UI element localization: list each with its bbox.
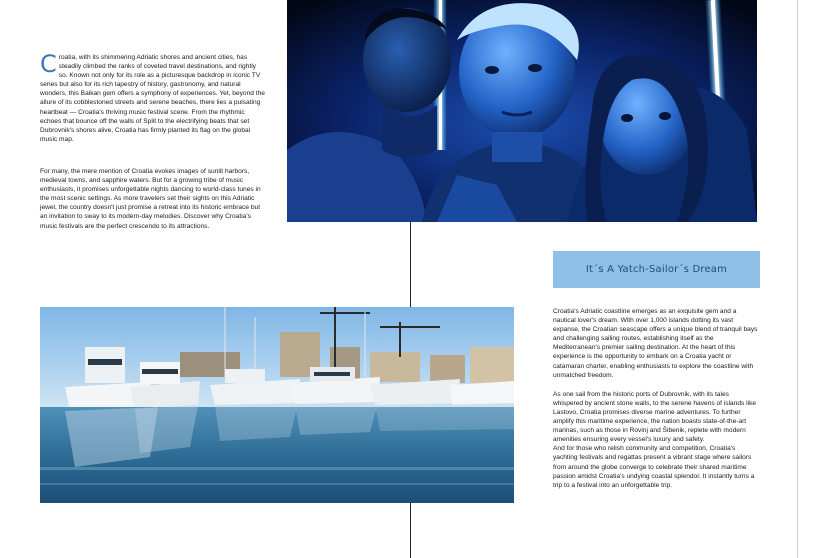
- marina-photo: [40, 307, 514, 503]
- intro-paragraph-1-text: roatia, with its shimmering Adriatic shores and ancient cities, has steadily climbed the ranks of coveted travel destinations, and rightly so. Known not only for its role as a picturesque backdrop in iconic TV series but also for its rich tapestry of history, gastronomy, and natural wonders, this Balkan gem offers a symphony of experiences. Yet, beyond the allure of its cobblestoned streets and serene beaches, there lies a pulsating heartbeat — Croatia's thriving music festival scene. From the rhythmic echoes that bounce off the walls of Split to the electrifying beats that set Dubrovnik's shores alive, Croatia has firmly planted its flag on the global music map.: [40, 54, 265, 143]
- page-edge-line: [797, 0, 798, 558]
- intro-paragraph-1: [40, 50, 266, 144]
- concert-photo-illustration: [287, 0, 757, 222]
- yacht-paragraph-2: As one sail from the historic ports of Dubrovnik, with its tales whispered by ancient stone walls, to the serene havens of islands like Lastovo, Croatia promises diverse marine adventures. To further amplify this maritime experience, the nation boasts state-of-the-art marinas, such as those in Rovinj and Šibenik, replete with modern amenities ensuring every vessel's luxury and safety.: [553, 390, 757, 444]
- concert-photo: [287, 0, 757, 222]
- intro-text: [40, 50, 266, 144]
- section-title-band: [553, 251, 760, 288]
- intro-paragraph-2: For many, the mere mention of Croatia evokes images of sunlit harbors, medieval towns, and sapphire waters. But for a growing tribe of music enthusiasts, it promises unforgettable nights dancing to world-class tunes in the most scenic settings. As more travelers set their sights on this Adriatic jewel, the country doesn't just promise a retreat into its historic embrace but an invitation to sway to its modern-day melodies. Discover why Croatia's music festivals are the perfect crescendo to its attractions.: [40, 168, 261, 230]
- marina-photo-illustration: [40, 307, 514, 503]
- yacht-section-text: [553, 307, 760, 490]
- section-title: It´s A Yatch-Sailor´s Dream: [585, 264, 728, 275]
- yacht-paragraph-3: And for those who relish community and competition, Croatia's yachting festivals and regattas present a vibrant stage where sailors from around the globe converge to celebrate their shared maritime passion amidst Croatia's undying coastal splendor. It instantly turns a trip to a festival into an unforgettable trip.: [553, 445, 755, 489]
- drop-cap: C: [40, 50, 57, 78]
- yacht-paragraph-1: Croatia's Adriatic coastline emerges as an exquisite gem and a nautical lover's dream. With over 1,000 islands dotting its vast expanse, the Croatian seascape offers a unique blend of tranquil bays and challenging sailing routes, establishing itself as the Mediterranean's premier sailing destination. At the heart of this experience is the opportunity to embark on a Croatia yacht or catamaran charter, enabling enthusiasts to explore the coastline with unmatched freedom.: [553, 308, 758, 379]
